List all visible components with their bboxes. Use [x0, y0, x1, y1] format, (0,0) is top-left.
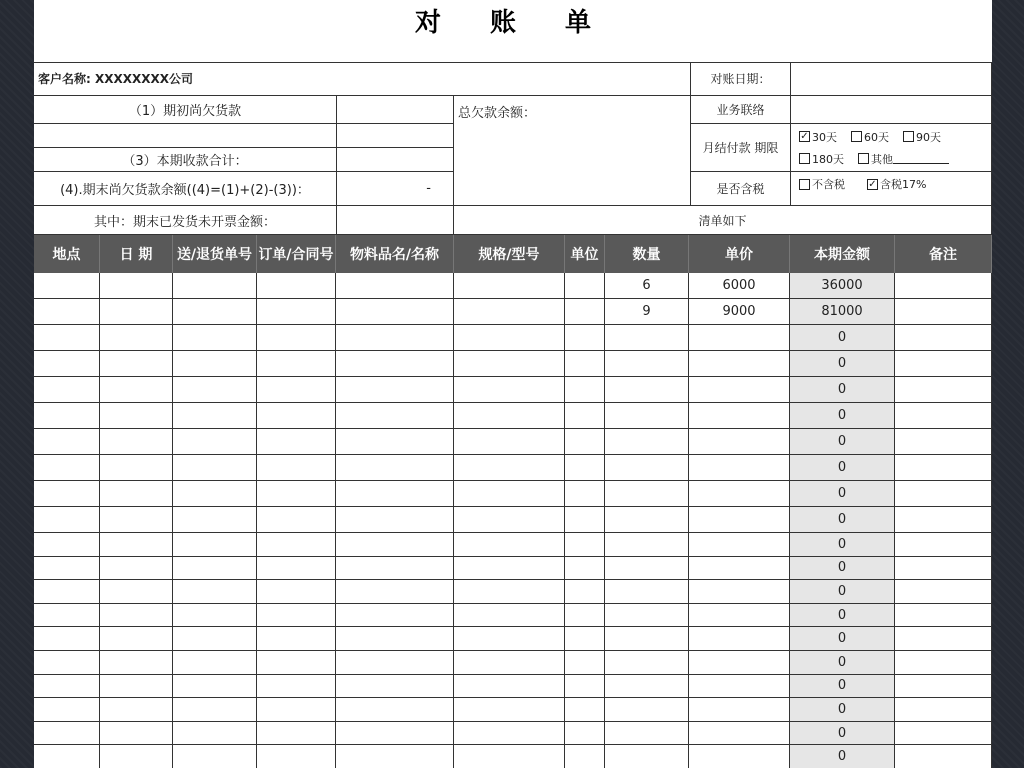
column-header-price: 单价	[689, 235, 790, 273]
cell-price[interactable]: 9000	[689, 299, 790, 325]
cell-price[interactable]	[689, 533, 790, 557]
cell-spec[interactable]	[454, 403, 565, 429]
term-90-checkbox[interactable]	[903, 131, 914, 142]
cell-delivery-no[interactable]	[173, 351, 257, 377]
cell-material-name[interactable]	[336, 429, 454, 455]
cell-date[interactable]	[100, 273, 173, 299]
list-label: 清单如下	[454, 206, 992, 235]
closing-balance-value[interactable]: -	[337, 172, 454, 206]
cell-location[interactable]	[34, 377, 100, 403]
cell-price[interactable]	[689, 429, 790, 455]
opening-balance-value[interactable]	[337, 96, 454, 124]
cell-spec[interactable]	[454, 627, 565, 651]
summary-row2-value[interactable]	[337, 124, 454, 148]
cell-qty[interactable]	[605, 557, 689, 581]
uninvoiced-label: 其中：期末已发货未开票金额：	[34, 206, 337, 235]
cell-amount[interactable]: 0	[790, 429, 895, 455]
cell-location[interactable]	[34, 325, 100, 351]
tax-excluded-checkbox[interactable]	[799, 179, 810, 190]
cell-order-no[interactable]	[257, 604, 336, 628]
cell-qty[interactable]	[605, 722, 689, 746]
cell-qty[interactable]	[605, 698, 689, 722]
cell-order-no[interactable]	[257, 507, 336, 533]
term-other-blank[interactable]	[893, 153, 949, 164]
cell-qty[interactable]: 9	[605, 299, 689, 325]
cell-delivery-no[interactable]	[173, 722, 257, 746]
cell-material-name[interactable]	[336, 627, 454, 651]
opening-balance-label: （1）期初尚欠货款	[34, 96, 337, 124]
cell-qty[interactable]	[605, 580, 689, 604]
cell-delivery-no[interactable]	[173, 651, 257, 675]
cell-date[interactable]	[100, 580, 173, 604]
cell-material-name[interactable]	[336, 481, 454, 507]
cell-material-name[interactable]	[336, 722, 454, 746]
cell-remark[interactable]	[895, 377, 992, 403]
cell-spec[interactable]	[454, 557, 565, 581]
cell-location[interactable]	[34, 481, 100, 507]
term-other-checkbox[interactable]	[858, 153, 869, 164]
term-60-option[interactable]	[851, 129, 889, 145]
cell-unit[interactable]	[565, 351, 605, 377]
cell-date[interactable]	[100, 403, 173, 429]
cell-qty[interactable]	[605, 627, 689, 651]
term-30-option[interactable]	[799, 129, 837, 145]
cell-order-no[interactable]	[257, 351, 336, 377]
cell-location[interactable]	[34, 557, 100, 581]
cell-unit[interactable]	[565, 507, 605, 533]
closing-balance-label: (4).期末尚欠货款余额((4)=(1)+(2)-(3))：	[34, 172, 337, 206]
cell-amount[interactable]: 0	[790, 377, 895, 403]
column-header-order-no: 订单/合同号	[257, 235, 336, 273]
cell-price[interactable]	[689, 722, 790, 746]
cell-order-no[interactable]	[257, 651, 336, 675]
cell-delivery-no[interactable]	[173, 429, 257, 455]
cell-remark[interactable]	[895, 325, 992, 351]
cell-order-no[interactable]	[257, 627, 336, 651]
cell-qty[interactable]	[605, 745, 689, 768]
cell-order-no[interactable]	[257, 745, 336, 768]
cell-price[interactable]	[689, 698, 790, 722]
cell-order-no[interactable]	[257, 377, 336, 403]
cell-order-no[interactable]	[257, 325, 336, 351]
cell-remark[interactable]	[895, 651, 992, 675]
cell-material-name[interactable]	[336, 351, 454, 377]
cell-unit[interactable]	[565, 627, 605, 651]
cell-remark[interactable]	[895, 604, 992, 628]
cell-remark[interactable]	[895, 745, 992, 768]
term-180-option[interactable]	[799, 151, 844, 167]
cell-remark[interactable]	[895, 698, 992, 722]
cell-unit[interactable]	[565, 557, 605, 581]
column-header-spec: 规格/型号	[454, 235, 565, 273]
tax-options	[791, 172, 992, 206]
cell-delivery-no[interactable]	[173, 507, 257, 533]
cell-location[interactable]	[34, 675, 100, 699]
cell-spec[interactable]	[454, 507, 565, 533]
cell-date[interactable]	[100, 481, 173, 507]
column-header-material-name: 物料品名/名称	[336, 235, 454, 273]
cell-order-no[interactable]	[257, 481, 336, 507]
cell-date[interactable]	[100, 722, 173, 746]
cell-spec[interactable]	[454, 651, 565, 675]
cell-date[interactable]	[100, 507, 173, 533]
tax-excluded-option[interactable]	[799, 176, 845, 192]
cell-material-name[interactable]	[336, 745, 454, 768]
cell-date[interactable]	[100, 675, 173, 699]
cell-unit[interactable]	[565, 580, 605, 604]
cell-delivery-no[interactable]	[173, 698, 257, 722]
cell-qty[interactable]	[605, 351, 689, 377]
cell-price[interactable]	[689, 745, 790, 768]
cell-date[interactable]	[100, 455, 173, 481]
uninvoiced-value[interactable]	[337, 206, 454, 235]
cell-qty[interactable]	[605, 651, 689, 675]
cell-unit[interactable]	[565, 403, 605, 429]
cell-material-name[interactable]	[336, 675, 454, 699]
cell-date[interactable]	[100, 651, 173, 675]
term-90-label: 90天	[916, 130, 941, 144]
cell-qty[interactable]	[605, 604, 689, 628]
cell-price[interactable]	[689, 377, 790, 403]
cell-amount[interactable]: 36000	[790, 273, 895, 299]
cell-date[interactable]	[100, 351, 173, 377]
cell-price[interactable]	[689, 403, 790, 429]
cell-material-name[interactable]	[336, 698, 454, 722]
cell-material-name[interactable]	[336, 651, 454, 675]
cell-amount[interactable]: 0	[790, 481, 895, 507]
cell-spec[interactable]	[454, 604, 565, 628]
cell-remark[interactable]	[895, 273, 992, 299]
cell-material-name[interactable]	[336, 455, 454, 481]
cell-amount[interactable]: 0	[790, 698, 895, 722]
column-header-unit: 单位	[565, 235, 605, 273]
cell-unit[interactable]	[565, 377, 605, 403]
cell-price[interactable]	[689, 455, 790, 481]
cell-price[interactable]	[689, 557, 790, 581]
cell-order-no[interactable]	[257, 533, 336, 557]
cell-unit[interactable]	[565, 533, 605, 557]
contact-value[interactable]	[791, 96, 992, 124]
cell-remark[interactable]	[895, 675, 992, 699]
customer-value: XXXXXXXX公司	[95, 72, 194, 86]
cell-amount[interactable]: 0	[790, 455, 895, 481]
cell-amount[interactable]: 0	[790, 745, 895, 768]
term-30-label: 30天	[812, 130, 837, 144]
tax-included-checkbox[interactable]: ✓	[868, 178, 877, 190]
cell-price[interactable]	[689, 651, 790, 675]
document-title: 对 账 单	[34, 0, 992, 63]
term-60-label: 60天	[864, 130, 889, 144]
cell-order-no[interactable]	[257, 455, 336, 481]
tax-included-label: 含税17%	[880, 178, 927, 191]
cell-material-name[interactable]	[336, 507, 454, 533]
cell-date[interactable]	[100, 377, 173, 403]
cell-material-name[interactable]	[336, 604, 454, 628]
receipts-total-label: （3）本期收款合计：	[34, 148, 337, 172]
cell-delivery-no[interactable]	[173, 273, 257, 299]
cell-order-no[interactable]	[257, 698, 336, 722]
cell-location[interactable]	[34, 403, 100, 429]
tax-included-option[interactable]	[867, 176, 926, 192]
cell-spec[interactable]	[454, 481, 565, 507]
cell-remark[interactable]	[895, 557, 992, 581]
cell-remark[interactable]	[895, 533, 992, 557]
cell-delivery-no[interactable]	[173, 557, 257, 581]
cell-qty[interactable]	[605, 675, 689, 699]
column-header-qty: 数量	[605, 235, 689, 273]
summary-row2-label	[34, 124, 337, 148]
cell-unit[interactable]	[565, 604, 605, 628]
cell-qty[interactable]	[605, 533, 689, 557]
cell-order-no[interactable]	[257, 273, 336, 299]
cell-amount[interactable]: 0	[790, 403, 895, 429]
cell-unit[interactable]	[565, 651, 605, 675]
cell-price[interactable]	[689, 627, 790, 651]
cell-date[interactable]	[100, 698, 173, 722]
cell-amount[interactable]: 0	[790, 507, 895, 533]
cell-location[interactable]	[34, 273, 100, 299]
cell-date[interactable]	[100, 557, 173, 581]
term-180-label: 180天	[812, 152, 844, 166]
cell-spec[interactable]	[454, 299, 565, 325]
customer-label: 客户名称:	[38, 72, 91, 86]
column-header-location: 地点	[34, 235, 100, 273]
contact-label: 业务联络	[691, 96, 791, 124]
cell-date[interactable]	[100, 604, 173, 628]
payment-term-options	[791, 124, 992, 172]
cell-spec[interactable]	[454, 325, 565, 351]
cell-qty[interactable]	[605, 377, 689, 403]
cell-spec[interactable]	[454, 675, 565, 699]
cell-amount[interactable]: 0	[790, 533, 895, 557]
cell-material-name[interactable]	[336, 325, 454, 351]
reconcile-date-value[interactable]	[791, 62, 992, 96]
cell-amount[interactable]: 0	[790, 722, 895, 746]
cell-amount[interactable]: 0	[790, 351, 895, 377]
cell-unit[interactable]	[565, 429, 605, 455]
cell-price[interactable]	[689, 325, 790, 351]
cell-location[interactable]	[34, 299, 100, 325]
cell-qty[interactable]	[605, 507, 689, 533]
cell-amount[interactable]: 0	[790, 604, 895, 628]
cell-order-no[interactable]	[257, 675, 336, 699]
cell-location[interactable]	[34, 651, 100, 675]
total-owed-label: 总欠款余额：	[458, 106, 537, 121]
cell-delivery-no[interactable]	[173, 580, 257, 604]
tax-label: 是否含税	[691, 172, 791, 206]
cell-price[interactable]: 6000	[689, 273, 790, 299]
cell-unit[interactable]	[565, 698, 605, 722]
cell-spec[interactable]	[454, 351, 565, 377]
column-header-delivery-no: 送/退货单号	[173, 235, 257, 273]
term-60-checkbox[interactable]	[851, 131, 862, 142]
statement-sheet	[34, 0, 992, 768]
cell-spec[interactable]	[454, 377, 565, 403]
cell-material-name[interactable]	[336, 377, 454, 403]
cell-delivery-no[interactable]	[173, 377, 257, 403]
cell-date[interactable]	[100, 299, 173, 325]
cell-material-name[interactable]	[336, 273, 454, 299]
cell-material-name[interactable]	[336, 403, 454, 429]
tax-excluded-label: 不含税	[812, 178, 845, 191]
cell-amount[interactable]: 0	[790, 627, 895, 651]
cell-date[interactable]	[100, 627, 173, 651]
cell-amount[interactable]: 0	[790, 580, 895, 604]
cell-remark[interactable]	[895, 481, 992, 507]
cell-qty[interactable]	[605, 455, 689, 481]
cell-remark[interactable]	[895, 722, 992, 746]
column-header-date: 日 期	[100, 235, 173, 273]
cell-remark[interactable]	[895, 507, 992, 533]
cell-price[interactable]	[689, 580, 790, 604]
cell-material-name[interactable]	[336, 533, 454, 557]
cell-remark[interactable]	[895, 455, 992, 481]
cell-price[interactable]	[689, 351, 790, 377]
cell-delivery-no[interactable]	[173, 403, 257, 429]
cell-amount[interactable]: 0	[790, 325, 895, 351]
reconcile-date-label: 对账日期：	[691, 62, 791, 96]
cell-material-name[interactable]	[336, 580, 454, 604]
cell-unit[interactable]	[565, 299, 605, 325]
cell-remark[interactable]	[895, 429, 992, 455]
cell-date[interactable]	[100, 429, 173, 455]
cell-order-no[interactable]	[257, 580, 336, 604]
cell-location[interactable]	[34, 627, 100, 651]
cell-price[interactable]	[689, 604, 790, 628]
cell-spec[interactable]	[454, 429, 565, 455]
cell-delivery-no[interactable]	[173, 675, 257, 699]
cell-order-no[interactable]	[257, 299, 336, 325]
cell-remark[interactable]	[895, 299, 992, 325]
cell-unit[interactable]	[565, 325, 605, 351]
cell-location[interactable]	[34, 580, 100, 604]
cell-location[interactable]	[34, 722, 100, 746]
cell-amount[interactable]: 0	[790, 651, 895, 675]
cell-location[interactable]	[34, 745, 100, 768]
cell-unit[interactable]	[565, 745, 605, 768]
cell-unit[interactable]	[565, 455, 605, 481]
cell-qty[interactable]: 6	[605, 273, 689, 299]
cell-amount[interactable]: 0	[790, 557, 895, 581]
cell-unit[interactable]	[565, 481, 605, 507]
cell-price[interactable]	[689, 481, 790, 507]
cell-amount[interactable]: 81000	[790, 299, 895, 325]
cell-price[interactable]	[689, 507, 790, 533]
cell-material-name[interactable]	[336, 557, 454, 581]
cell-qty[interactable]	[605, 325, 689, 351]
cell-location[interactable]	[34, 698, 100, 722]
cell-delivery-no[interactable]	[173, 299, 257, 325]
cell-unit[interactable]	[565, 675, 605, 699]
cell-spec[interactable]	[454, 722, 565, 746]
cell-unit[interactable]	[565, 273, 605, 299]
cell-spec[interactable]	[454, 273, 565, 299]
cell-spec[interactable]	[454, 580, 565, 604]
term-other-option[interactable]	[858, 151, 949, 167]
cell-date[interactable]	[100, 745, 173, 768]
cell-qty[interactable]	[605, 403, 689, 429]
cell-qty[interactable]	[605, 429, 689, 455]
column-header-amount: 本期金额	[790, 235, 895, 273]
term-other-label: 其他	[871, 152, 893, 166]
cell-location[interactable]	[34, 351, 100, 377]
column-header-remark: 备注	[895, 235, 992, 273]
cell-amount[interactable]: 0	[790, 675, 895, 699]
cell-order-no[interactable]	[257, 403, 336, 429]
cell-delivery-no[interactable]	[173, 325, 257, 351]
cell-unit[interactable]	[565, 722, 605, 746]
cell-delivery-no[interactable]	[173, 604, 257, 628]
cell-order-no[interactable]	[257, 722, 336, 746]
cell-spec[interactable]	[454, 745, 565, 768]
cell-remark[interactable]	[895, 403, 992, 429]
cell-location[interactable]	[34, 455, 100, 481]
total-owed-cell[interactable]	[454, 96, 691, 206]
cell-order-no[interactable]	[257, 429, 336, 455]
term-30-checkbox[interactable]: ✓	[800, 131, 809, 142]
cell-delivery-no[interactable]	[173, 745, 257, 768]
term-180-checkbox[interactable]	[799, 153, 810, 164]
cell-spec[interactable]	[454, 533, 565, 557]
cell-material-name[interactable]	[336, 299, 454, 325]
cell-delivery-no[interactable]	[173, 455, 257, 481]
cell-delivery-no[interactable]	[173, 481, 257, 507]
cell-price[interactable]	[689, 675, 790, 699]
cell-qty[interactable]	[605, 481, 689, 507]
cell-date[interactable]	[100, 325, 173, 351]
cell-remark[interactable]	[895, 627, 992, 651]
cell-location[interactable]	[34, 604, 100, 628]
cell-location[interactable]	[34, 429, 100, 455]
payment-term-label: 月结付款 期限	[691, 124, 791, 172]
cell-remark[interactable]	[895, 351, 992, 377]
cell-location[interactable]	[34, 507, 100, 533]
cell-spec[interactable]	[454, 455, 565, 481]
cell-date[interactable]	[100, 533, 173, 557]
cell-delivery-no[interactable]	[173, 533, 257, 557]
cell-remark[interactable]	[895, 580, 992, 604]
customer-name-cell[interactable]	[34, 62, 691, 96]
cell-spec[interactable]	[454, 698, 565, 722]
term-90-option[interactable]	[903, 129, 941, 145]
cell-delivery-no[interactable]	[173, 627, 257, 651]
cell-location[interactable]	[34, 533, 100, 557]
cell-order-no[interactable]	[257, 557, 336, 581]
receipts-total-value[interactable]	[337, 148, 454, 172]
